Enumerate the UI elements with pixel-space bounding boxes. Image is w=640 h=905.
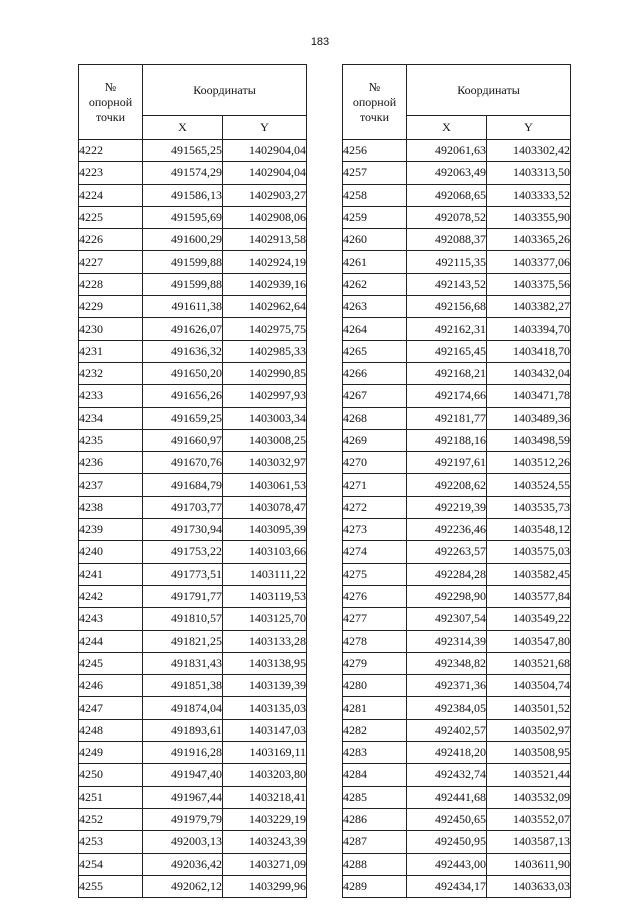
y-coordinate-cell: 1403103,66 — [223, 541, 307, 563]
x-coordinate-cell: 492063,49 — [407, 162, 487, 184]
table-row — [343, 340, 571, 362]
table-row — [343, 206, 571, 228]
table-row — [79, 452, 307, 474]
point-number-cell: 4226 — [79, 229, 143, 251]
x-coordinate-cell: 492143,52 — [407, 273, 487, 295]
y-column-header: Y — [487, 116, 571, 140]
point-number-header-line2: опорной — [88, 94, 133, 109]
table-row — [79, 875, 307, 897]
table-row — [343, 429, 571, 451]
y-coordinate-cell: 1402997,93 — [223, 385, 307, 407]
y-coordinate-cell: 1403375,56 — [487, 273, 571, 295]
table-row — [343, 140, 571, 162]
table-row — [343, 875, 571, 897]
y-coordinate-cell: 1403078,47 — [223, 496, 307, 518]
table-row — [343, 786, 571, 808]
point-number-cell: 4264 — [343, 318, 407, 340]
point-number-cell: 4222 — [79, 140, 143, 162]
y-coordinate-cell: 1403521,44 — [487, 764, 571, 786]
x-coordinate-cell: 491656,26 — [143, 385, 223, 407]
y-coordinate-cell: 1403218,41 — [223, 786, 307, 808]
point-number-cell: 4258 — [343, 184, 407, 206]
x-coordinate-cell: 491650,20 — [143, 362, 223, 384]
x-coordinate-cell: 492307,54 — [407, 608, 487, 630]
y-coordinate-cell: 1403032,97 — [223, 452, 307, 474]
table-row — [343, 474, 571, 496]
table-row — [343, 719, 571, 741]
x-coordinate-cell: 491670,76 — [143, 452, 223, 474]
point-number-header — [79, 65, 143, 140]
x-coordinate-cell: 492263,57 — [407, 541, 487, 563]
x-coordinate-cell: 491947,40 — [143, 764, 223, 786]
y-coordinate-cell: 1403125,70 — [223, 608, 307, 630]
x-coordinate-cell: 491967,44 — [143, 786, 223, 808]
point-number-header-line2: опорной — [352, 94, 397, 109]
point-number-cell: 4283 — [343, 742, 407, 764]
y-coordinate-cell: 1403471,78 — [487, 385, 571, 407]
x-coordinate-cell: 492208,62 — [407, 474, 487, 496]
x-coordinate-cell: 492298,90 — [407, 585, 487, 607]
point-number-cell: 4275 — [343, 563, 407, 585]
y-coordinate-cell: 1403432,04 — [487, 362, 571, 384]
y-coordinate-cell: 1402962,64 — [223, 296, 307, 318]
point-number-cell: 4272 — [343, 496, 407, 518]
point-number-cell: 4277 — [343, 608, 407, 630]
y-coordinate-cell: 1403504,74 — [487, 675, 571, 697]
table-row — [79, 474, 307, 496]
point-number-cell: 4244 — [79, 630, 143, 652]
y-coordinate-cell: 1403577,84 — [487, 585, 571, 607]
y-coordinate-cell: 1402908,06 — [223, 206, 307, 228]
point-number-cell: 4237 — [79, 474, 143, 496]
x-coordinate-cell: 492236,46 — [407, 519, 487, 541]
point-number-cell: 4265 — [343, 340, 407, 362]
table-row — [79, 630, 307, 652]
point-number-cell: 4229 — [79, 296, 143, 318]
x-coordinate-cell: 492284,28 — [407, 563, 487, 585]
table-row — [79, 764, 307, 786]
point-number-cell: 4238 — [79, 496, 143, 518]
table-row — [343, 608, 571, 630]
table-row — [343, 764, 571, 786]
x-column-header: X — [143, 116, 223, 140]
y-coordinate-cell: 1403133,28 — [223, 630, 307, 652]
y-coordinate-cell: 1403169,11 — [223, 742, 307, 764]
point-number-cell: 4266 — [343, 362, 407, 384]
y-coordinate-cell: 1403489,36 — [487, 407, 571, 429]
coordinates-table-right — [342, 64, 571, 898]
point-number-cell: 4252 — [79, 808, 143, 830]
y-coordinate-cell: 1402913,58 — [223, 229, 307, 251]
point-number-cell: 4285 — [343, 786, 407, 808]
point-number-cell: 4228 — [79, 273, 143, 295]
x-coordinate-cell: 491851,38 — [143, 675, 223, 697]
point-number-cell: 4274 — [343, 541, 407, 563]
y-coordinate-cell: 1403633,03 — [487, 875, 571, 897]
point-number-cell: 4289 — [343, 875, 407, 897]
point-number-cell: 4239 — [79, 519, 143, 541]
y-coordinate-cell: 1403138,95 — [223, 652, 307, 674]
x-coordinate-cell: 492061,63 — [407, 140, 487, 162]
point-number-cell: 4231 — [79, 340, 143, 362]
table-row — [79, 407, 307, 429]
point-number-cell: 4224 — [79, 184, 143, 206]
y-coordinate-cell: 1402903,27 — [223, 184, 307, 206]
point-number-cell: 4234 — [79, 407, 143, 429]
y-coordinate-cell: 1402985,33 — [223, 340, 307, 362]
table-row — [79, 318, 307, 340]
x-coordinate-cell: 492062,12 — [143, 875, 223, 897]
y-coordinate-cell: 1403365,26 — [487, 229, 571, 251]
y-coordinate-cell: 1403095,39 — [223, 519, 307, 541]
point-number-cell: 4248 — [79, 719, 143, 741]
table-row — [79, 273, 307, 295]
y-coordinate-cell: 1403243,39 — [223, 831, 307, 853]
y-coordinate-cell: 1403535,73 — [487, 496, 571, 518]
table-row — [79, 541, 307, 563]
table-row — [343, 452, 571, 474]
point-number-cell: 4263 — [343, 296, 407, 318]
point-number-cell: 4280 — [343, 675, 407, 697]
table-row — [79, 742, 307, 764]
point-number-cell: 4251 — [79, 786, 143, 808]
table-row — [79, 340, 307, 362]
x-coordinate-cell: 491916,28 — [143, 742, 223, 764]
table-row — [343, 318, 571, 340]
point-number-cell: 4255 — [79, 875, 143, 897]
x-coordinate-cell: 492036,42 — [143, 853, 223, 875]
x-coordinate-cell: 491660,97 — [143, 429, 223, 451]
point-number-cell: 4227 — [79, 251, 143, 273]
table-row — [343, 162, 571, 184]
x-coordinate-cell: 491831,43 — [143, 652, 223, 674]
x-coordinate-cell: 491821,25 — [143, 630, 223, 652]
y-coordinate-cell: 1403498,59 — [487, 429, 571, 451]
y-coordinate-cell: 1403532,09 — [487, 786, 571, 808]
y-coordinate-cell: 1402990,85 — [223, 362, 307, 384]
table-row — [343, 362, 571, 384]
coordinates-header: Координаты — [143, 65, 307, 116]
point-number-cell: 4262 — [343, 273, 407, 295]
x-coordinate-cell: 492188,16 — [407, 429, 487, 451]
point-number-cell: 4279 — [343, 652, 407, 674]
point-number-cell: 4259 — [343, 206, 407, 228]
table-row — [343, 273, 571, 295]
point-number-cell: 4282 — [343, 719, 407, 741]
y-coordinate-cell: 1403377,06 — [487, 251, 571, 273]
x-coordinate-cell: 492156,68 — [407, 296, 487, 318]
table-row — [343, 853, 571, 875]
point-number-cell: 4223 — [79, 162, 143, 184]
table-row — [343, 496, 571, 518]
y-coordinate-cell: 1403547,80 — [487, 630, 571, 652]
x-coordinate-cell: 491703,77 — [143, 496, 223, 518]
x-coordinate-cell: 492450,95 — [407, 831, 487, 853]
y-coordinate-cell: 1403418,70 — [487, 340, 571, 362]
x-coordinate-cell: 492165,45 — [407, 340, 487, 362]
y-coordinate-cell: 1403552,07 — [487, 808, 571, 830]
point-number-cell: 4253 — [79, 831, 143, 853]
point-number-cell: 4236 — [79, 452, 143, 474]
x-coordinate-cell: 491810,57 — [143, 608, 223, 630]
x-coordinate-cell: 492003,13 — [143, 831, 223, 853]
point-number-cell: 4286 — [343, 808, 407, 830]
y-coordinate-cell: 1403135,03 — [223, 697, 307, 719]
y-coordinate-cell: 1403524,55 — [487, 474, 571, 496]
table-row — [343, 251, 571, 273]
y-coordinate-cell: 1402924,19 — [223, 251, 307, 273]
table-row — [79, 808, 307, 830]
x-coordinate-cell: 492181,77 — [407, 407, 487, 429]
x-coordinate-cell: 491753,22 — [143, 541, 223, 563]
point-number-cell: 4241 — [79, 563, 143, 585]
table-row — [79, 675, 307, 697]
x-coordinate-cell: 491659,25 — [143, 407, 223, 429]
point-number-cell: 4269 — [343, 429, 407, 451]
table-row — [79, 296, 307, 318]
x-coordinate-cell: 491586,13 — [143, 184, 223, 206]
table-row — [79, 184, 307, 206]
table-row — [79, 206, 307, 228]
point-number-cell: 4261 — [343, 251, 407, 273]
y-coordinate-cell: 1403302,42 — [487, 140, 571, 162]
y-coordinate-cell: 1403139,39 — [223, 675, 307, 697]
table-row — [79, 608, 307, 630]
table-row — [343, 407, 571, 429]
x-coordinate-cell: 492432,74 — [407, 764, 487, 786]
y-coordinate-cell: 1403299,96 — [223, 875, 307, 897]
table-row — [79, 429, 307, 451]
point-number-cell: 4245 — [79, 652, 143, 674]
point-number-cell: 4233 — [79, 385, 143, 407]
x-coordinate-cell: 492068,65 — [407, 184, 487, 206]
coordinates-table-left — [78, 64, 307, 898]
point-number-cell: 4268 — [343, 407, 407, 429]
x-coordinate-cell: 491600,29 — [143, 229, 223, 251]
x-coordinate-cell: 491893,61 — [143, 719, 223, 741]
point-number-header — [343, 65, 407, 140]
point-number-cell: 4232 — [79, 362, 143, 384]
point-number-header-line1: № — [104, 79, 117, 94]
table-row — [343, 585, 571, 607]
x-coordinate-cell: 491611,38 — [143, 296, 223, 318]
x-coordinate-cell: 491773,51 — [143, 563, 223, 585]
y-column-header: Y — [223, 116, 307, 140]
point-number-cell: 4249 — [79, 742, 143, 764]
x-coordinate-cell: 491684,79 — [143, 474, 223, 496]
table-row — [79, 385, 307, 407]
point-number-cell: 4235 — [79, 429, 143, 451]
page-number: 183 — [310, 36, 330, 48]
y-coordinate-cell: 1403501,52 — [487, 697, 571, 719]
y-coordinate-cell: 1403502,97 — [487, 719, 571, 741]
point-number-cell: 4242 — [79, 585, 143, 607]
table-row — [343, 630, 571, 652]
point-number-cell: 4254 — [79, 853, 143, 875]
coordinates-header: Координаты — [407, 65, 571, 116]
point-number-cell: 4278 — [343, 630, 407, 652]
table-row — [343, 742, 571, 764]
x-coordinate-cell: 492441,68 — [407, 786, 487, 808]
point-number-cell: 4256 — [343, 140, 407, 162]
table-row — [343, 563, 571, 585]
y-coordinate-cell: 1403382,27 — [487, 296, 571, 318]
y-coordinate-cell: 1402904,04 — [223, 162, 307, 184]
point-number-cell: 4250 — [79, 764, 143, 786]
x-coordinate-cell: 491626,07 — [143, 318, 223, 340]
table-row — [79, 140, 307, 162]
point-number-cell: 4276 — [343, 585, 407, 607]
point-number-header-line3: точки — [95, 109, 126, 124]
table-row — [79, 853, 307, 875]
x-coordinate-cell: 492384,05 — [407, 697, 487, 719]
y-coordinate-cell: 1403271,09 — [223, 853, 307, 875]
y-coordinate-cell: 1403611,90 — [487, 853, 571, 875]
y-coordinate-cell: 1403333,52 — [487, 184, 571, 206]
y-coordinate-cell: 1403061,53 — [223, 474, 307, 496]
y-coordinate-cell: 1403548,12 — [487, 519, 571, 541]
table-row — [343, 697, 571, 719]
y-coordinate-cell: 1403512,26 — [487, 452, 571, 474]
table-row — [79, 697, 307, 719]
point-number-cell: 4260 — [343, 229, 407, 251]
table-row — [79, 362, 307, 384]
x-coordinate-cell: 491874,04 — [143, 697, 223, 719]
x-coordinate-cell: 492443,00 — [407, 853, 487, 875]
point-number-header-line3: точки — [359, 109, 390, 124]
y-coordinate-cell: 1403119,53 — [223, 585, 307, 607]
y-coordinate-cell: 1403355,90 — [487, 206, 571, 228]
y-coordinate-cell: 1403394,70 — [487, 318, 571, 340]
table-row — [343, 808, 571, 830]
point-number-cell: 4246 — [79, 675, 143, 697]
x-coordinate-cell: 492434,17 — [407, 875, 487, 897]
x-coordinate-cell: 491574,29 — [143, 162, 223, 184]
x-coordinate-cell: 492314,39 — [407, 630, 487, 652]
table-row — [343, 652, 571, 674]
x-coordinate-cell: 491565,25 — [143, 140, 223, 162]
table-row — [79, 519, 307, 541]
point-number-cell: 4230 — [79, 318, 143, 340]
y-coordinate-cell: 1403575,03 — [487, 541, 571, 563]
table-row — [343, 184, 571, 206]
y-coordinate-cell: 1402904,04 — [223, 140, 307, 162]
table-row — [79, 831, 307, 853]
point-number-cell: 4270 — [343, 452, 407, 474]
y-coordinate-cell: 1403587,13 — [487, 831, 571, 853]
point-number-cell: 4243 — [79, 608, 143, 630]
x-coordinate-cell: 492219,39 — [407, 496, 487, 518]
table-row — [343, 296, 571, 318]
x-column-header: X — [407, 116, 487, 140]
x-coordinate-cell: 491791,77 — [143, 585, 223, 607]
table-row — [343, 519, 571, 541]
y-coordinate-cell: 1403549,22 — [487, 608, 571, 630]
table-row — [343, 675, 571, 697]
table-row — [79, 719, 307, 741]
y-coordinate-cell: 1403111,22 — [223, 563, 307, 585]
x-coordinate-cell: 492371,36 — [407, 675, 487, 697]
table-row — [343, 541, 571, 563]
x-coordinate-cell: 491599,88 — [143, 251, 223, 273]
table-row — [343, 385, 571, 407]
point-number-cell: 4288 — [343, 853, 407, 875]
y-coordinate-cell: 1403508,95 — [487, 742, 571, 764]
x-coordinate-cell: 492418,20 — [407, 742, 487, 764]
table-row — [79, 563, 307, 585]
table-row — [79, 251, 307, 273]
x-coordinate-cell: 491979,79 — [143, 808, 223, 830]
y-coordinate-cell: 1403008,25 — [223, 429, 307, 451]
y-coordinate-cell: 1403229,19 — [223, 808, 307, 830]
x-coordinate-cell: 491595,69 — [143, 206, 223, 228]
table-row — [79, 786, 307, 808]
point-number-cell: 4273 — [343, 519, 407, 541]
y-coordinate-cell: 1403147,03 — [223, 719, 307, 741]
x-coordinate-cell: 492168,21 — [407, 362, 487, 384]
table-row — [79, 162, 307, 184]
x-coordinate-cell: 491599,88 — [143, 273, 223, 295]
point-number-cell: 4284 — [343, 764, 407, 786]
x-coordinate-cell: 491730,94 — [143, 519, 223, 541]
x-coordinate-cell: 492088,37 — [407, 229, 487, 251]
point-number-cell: 4271 — [343, 474, 407, 496]
x-coordinate-cell: 492402,57 — [407, 719, 487, 741]
y-coordinate-cell: 1403003,34 — [223, 407, 307, 429]
table-row — [79, 585, 307, 607]
table-row — [79, 496, 307, 518]
point-number-cell: 4257 — [343, 162, 407, 184]
x-coordinate-cell: 492450,65 — [407, 808, 487, 830]
point-number-cell: 4240 — [79, 541, 143, 563]
point-number-cell: 4247 — [79, 697, 143, 719]
table-row — [343, 229, 571, 251]
y-coordinate-cell: 1402975,75 — [223, 318, 307, 340]
table-row — [343, 831, 571, 853]
x-coordinate-cell: 492078,52 — [407, 206, 487, 228]
x-coordinate-cell: 492197,61 — [407, 452, 487, 474]
y-coordinate-cell: 1403582,45 — [487, 563, 571, 585]
y-coordinate-cell: 1403521,68 — [487, 652, 571, 674]
table-row — [79, 652, 307, 674]
table-row — [79, 229, 307, 251]
point-number-cell: 4225 — [79, 206, 143, 228]
x-coordinate-cell: 492174,66 — [407, 385, 487, 407]
point-number-cell: 4267 — [343, 385, 407, 407]
x-coordinate-cell: 492115,35 — [407, 251, 487, 273]
y-coordinate-cell: 1402939,16 — [223, 273, 307, 295]
x-coordinate-cell: 491636,32 — [143, 340, 223, 362]
x-coordinate-cell: 492162,31 — [407, 318, 487, 340]
point-number-cell: 4281 — [343, 697, 407, 719]
y-coordinate-cell: 1403203,80 — [223, 764, 307, 786]
point-number-cell: 4287 — [343, 831, 407, 853]
y-coordinate-cell: 1403313,50 — [487, 162, 571, 184]
x-coordinate-cell: 492348,82 — [407, 652, 487, 674]
point-number-header-line1: № — [368, 79, 381, 94]
